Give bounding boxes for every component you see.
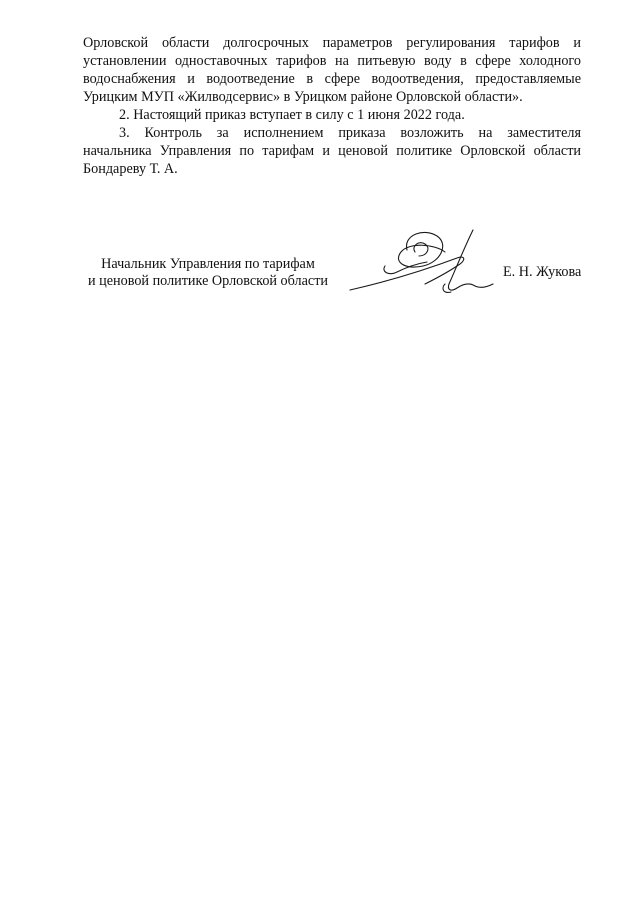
handwritten-signature-icon <box>345 222 505 304</box>
paragraph-2: 2. Настоящий приказ вступает в силу с 1 июня 2022 года. <box>119 107 465 123</box>
signatory-position-line-1: Начальник Управления по тарифам <box>101 256 315 272</box>
signatory-position <box>78 256 338 290</box>
paragraph-1-line-2: установлении одноставочных тарифов на питьевую воду в сфере холодного <box>83 53 581 69</box>
paragraph-1-line-4: Урицким МУП «Жилводсервис» в Урицком районе Орловской области». <box>83 89 523 105</box>
paragraph-1-line-1: Орловской области долгосрочных параметров регулирования тарифов и <box>83 35 581 51</box>
paragraph-3-line-2: начальника Управления по тарифам и ценовой политике Орловской области <box>83 143 581 159</box>
document-body <box>83 34 581 178</box>
paragraph-1-line-3: водоснабжения и водоотведение в сфере водоотведения, предоставляемые <box>83 71 581 87</box>
paragraph-3-line-3: Бондареву Т. А. <box>83 161 178 177</box>
signatory-name: Е. Н. Жукова <box>503 264 582 280</box>
signatory-position-line-2: и ценовой политике Орловской области <box>88 273 328 289</box>
paragraph-3-line-1: 3. Контроль за исполнением приказа возложить на заместителя <box>119 125 581 141</box>
